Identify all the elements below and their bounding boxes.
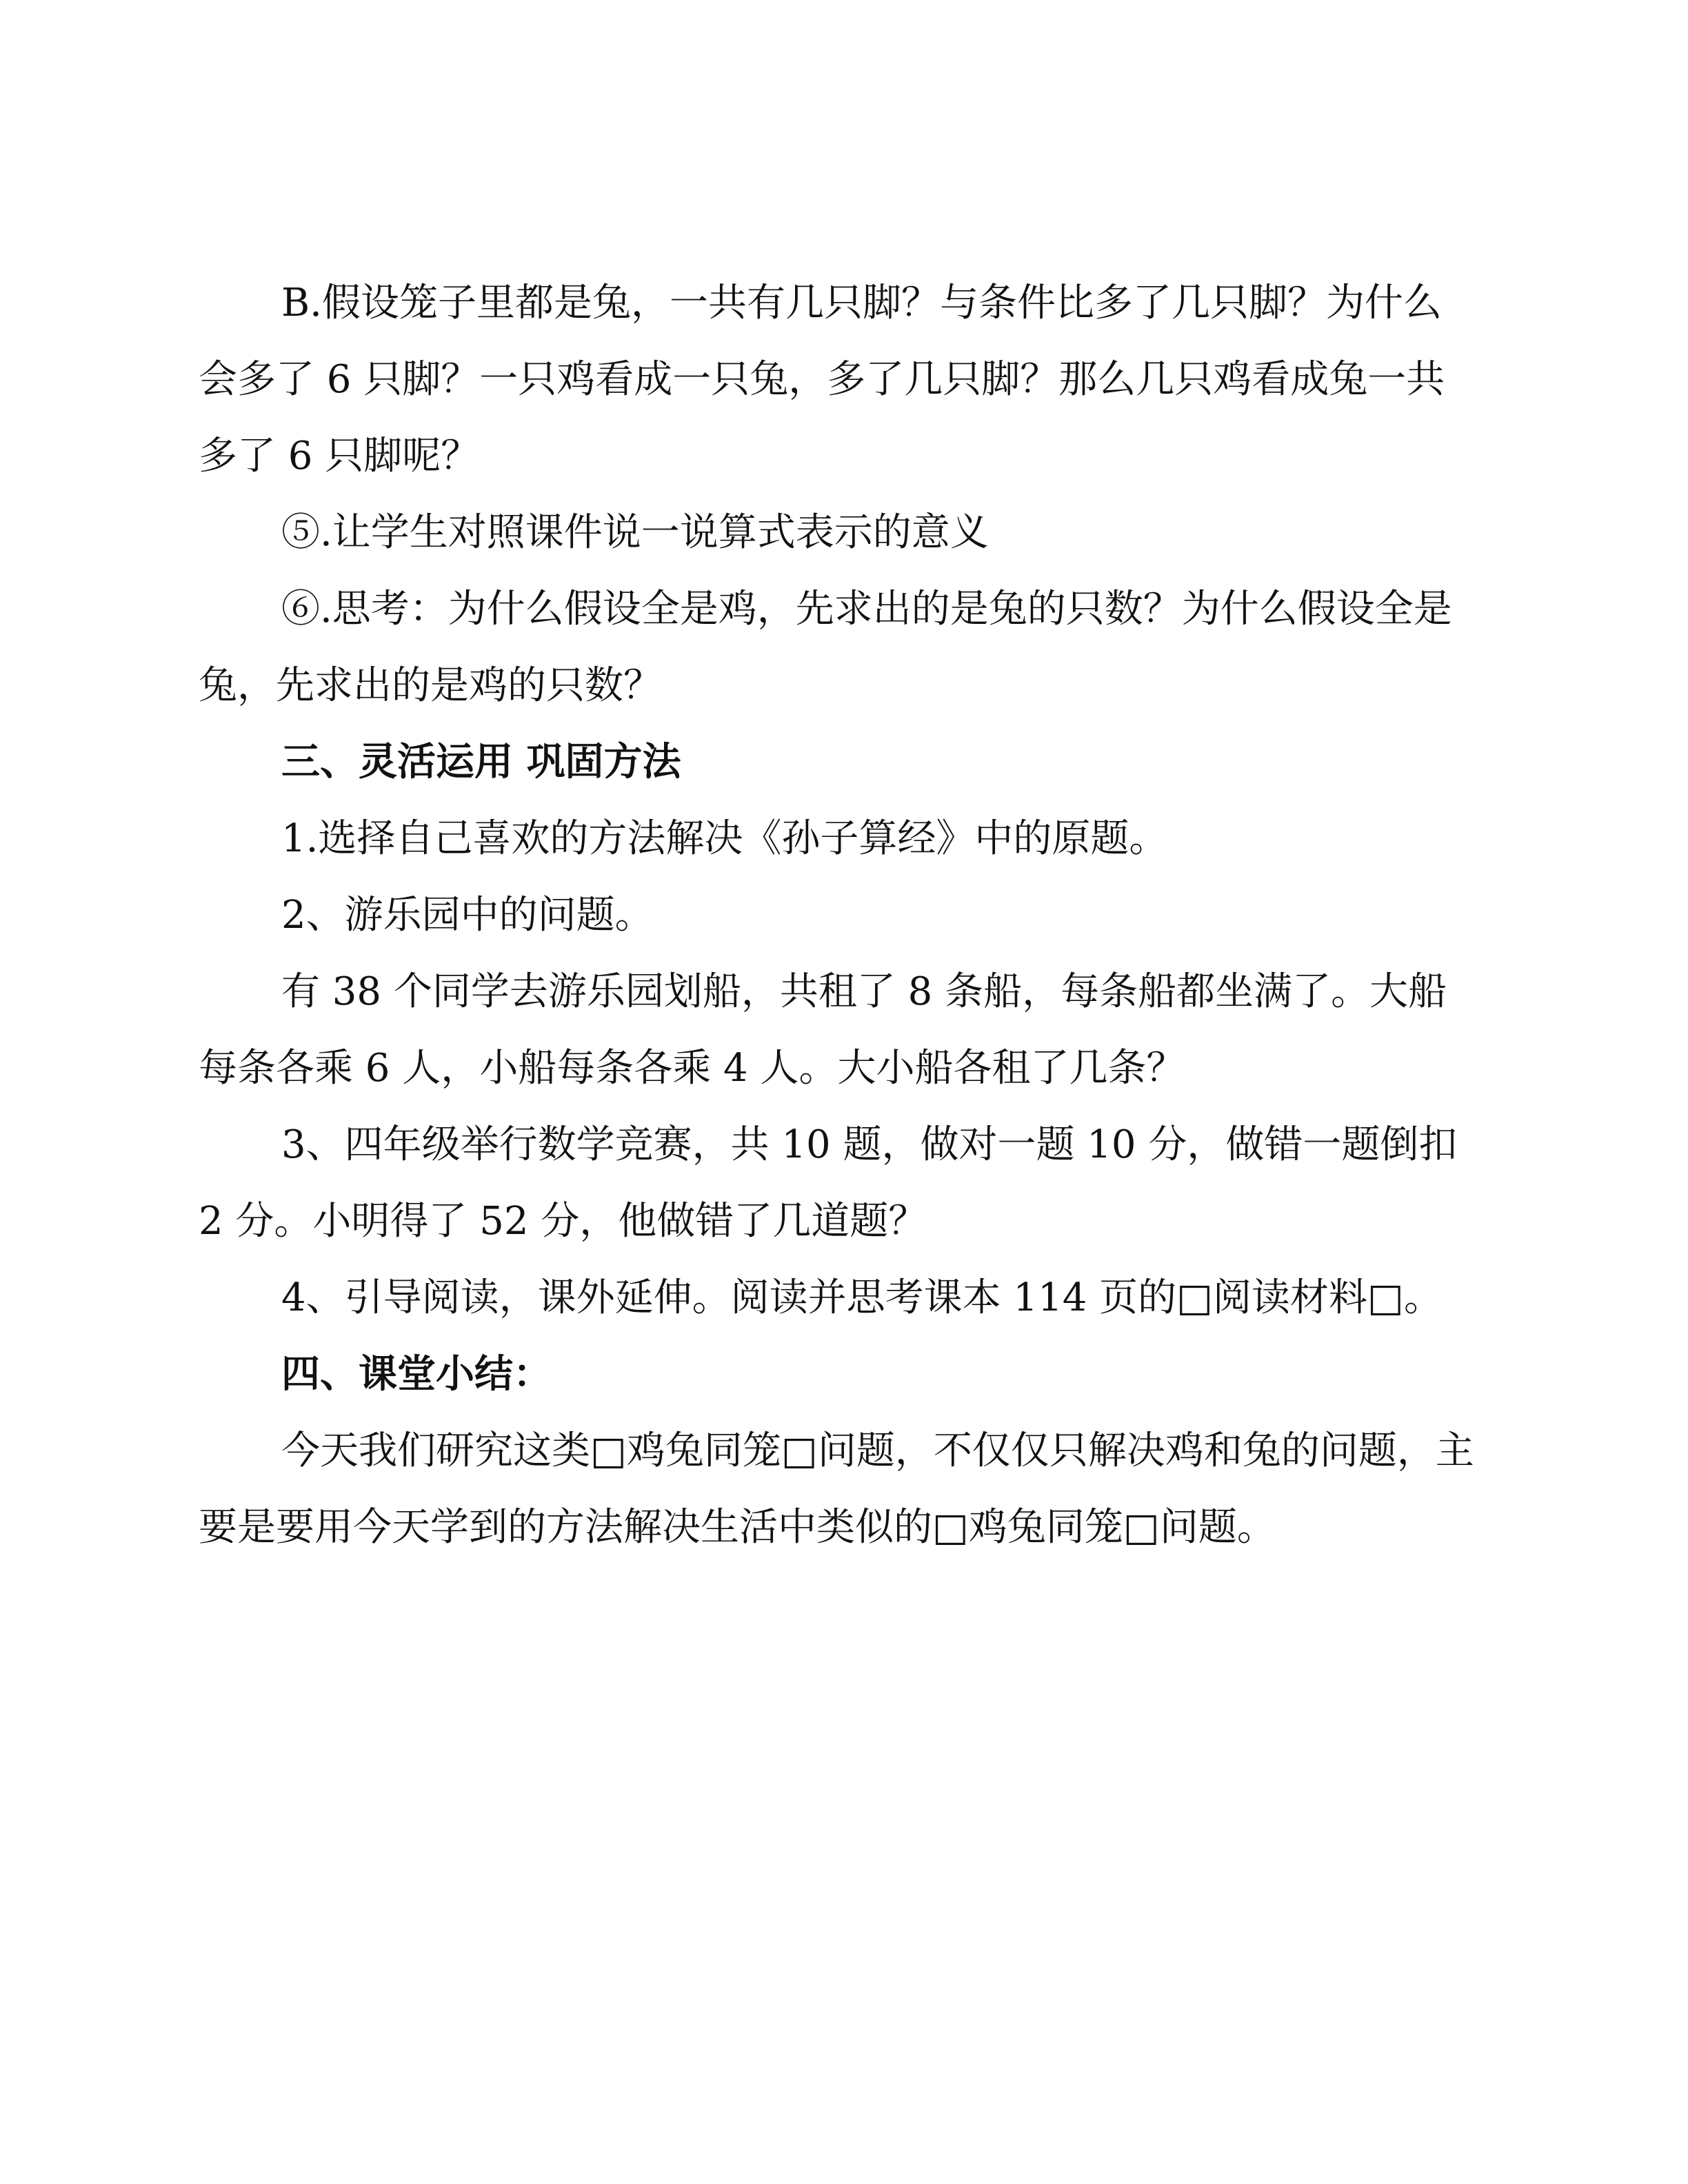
exercise-4: 4、引导阅读，课外延伸。阅读并思考课本 114 页的□阅读材料□。 <box>281 1275 1443 1320</box>
paragraph-step-5: ⑤.让学生对照课件说一说算式表示的意义 <box>281 510 989 555</box>
section-heading-3: 三、灵活运用 巩固方法 <box>281 739 681 785</box>
paragraph-step-6-think: ⑥.思考：为什么假设全是鸡，先求出的是兔的只数？为什么假设全是兔，先求出的是鸡的只数？ <box>199 587 1452 708</box>
exercise-3: 3、四年级举行数学竞赛，共 10 题，做对一题 10 分，做错一题倒扣 2 分。小明得了 52 分，他做错了几道题？ <box>199 1122 1458 1244</box>
exercise-2-title: 2、游乐园中的问题。 <box>281 893 654 938</box>
section-heading-4: 四、课堂小结： <box>281 1351 552 1397</box>
exercise-2-body: 有 38 个同学去游乐园划船，共租了 8 条船，每条船都坐满了。大船每条各乘 6 人，小船每条各乘 4 人。大小船各租了几条？ <box>199 969 1447 1091</box>
exercise-1: 1.选择自己喜欢的方法解决《孙子算经》中的原题。 <box>281 816 1168 861</box>
summary-paragraph: 今天我们研究这类□鸡兔同笼□问题，不仅仅只解决鸡和兔的问题，主要是要用今天学到的方法解决生活中类似的□鸡兔同笼□问题。 <box>199 1428 1474 1550</box>
document-body <box>199 265 1478 1566</box>
paragraph-assume-all-rabbits: B.假设笼子里都是兔，一共有几只脚？与条件比多了几只脚？为什么会多了 6 只脚？一只鸡看成一只兔，多了几只脚？那么几只鸡看成兔一共多了 6 只脚呢？ <box>199 281 1445 478</box>
